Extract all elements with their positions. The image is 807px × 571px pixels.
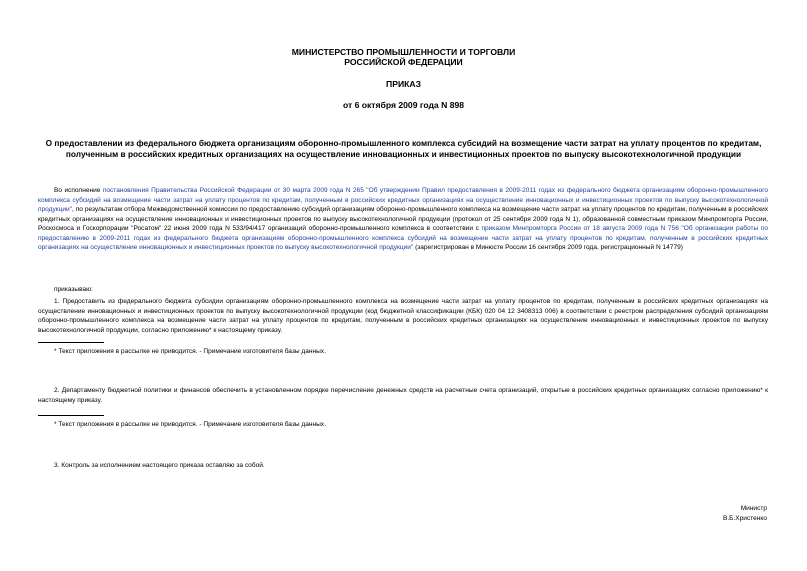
signature-position: Министр (740, 505, 767, 512)
footnote-divider-2 (38, 415, 104, 416)
intro-text-3: (зарегистрирован в Минюсте России 16 сентября 2009 года, регистрационный N 14779) (413, 244, 683, 251)
ministry-line-1: МИНИСТЕРСТВО ПРОМЫШЛЕННОСТИ И ТОРГОВЛИ (291, 47, 516, 57)
footnote-1: * Текст приложения в рассылке не приводится. - Примечание изготовителя базы данных. (54, 348, 326, 355)
intro-text-1: Во исполнение (54, 187, 103, 194)
government-decree-link[interactable]: постановления Правительства Российской Федерации от 30 марта 2009 года N 265 "Об утверждении Правил предоставления в 2009-2011 годах из федерального бюджета организациям оборонно-промышленного комплекса субсидий на возмещение части затрат на уплату процентов по кредитам, полученным в российских кредитных организациях на осуществление инновационных и инвестиционных проектов по выпуску высокотехнологичной продукции" (38, 187, 768, 213)
signature-name: В.Б.Христенко (723, 515, 767, 522)
item-1-paragraph: 1. Предоставить из федерального бюджета субсидии организациям оборонно-промышленного комплекса на возмещение части затрат на уплату процентов по кредитам, полученным в российских кредитных организациях на осуществление инновационных и инвестиционных проектов по выпуску высокотехнологичной продукции (код бюджетной классификации (КБК) 020 04 12 3408313 006) в соответствии с реестром распределения субсидий организациям оборонно-промышленного комплекса на возмещение части затрат на уплату процентов по кредитам, полученным в российских кредитных организациях на осуществление инновационных и инвестиционных проектов по выпуску высокотехнологичной продукции, согласно приложению* к настоящему приказу. (38, 298, 768, 334)
intro-text-2: , по результатам отбора Межведомственной комиссии по предоставлению субсидий организациям оборонно-промышленного комплекса на возмещение части затрат на уплату процентов по кредитам, полученным в российских кредитных организациях на осуществление инновационных и инвестиционных проектов по выпуску высокотехнологичной продукции (протокол от 25 сентября 2009 года N 1), образованной совместным приказом Минпромторга России, Роскосмоса и Госкорпорации "Росатом" 22 июня 2009 года N 533/94/417 организаций оборонно-промышленного комплекса в соответствии с (38, 206, 768, 232)
footnote-2: * Текст приложения в рассылке не приводится. - Примечание изготовителя базы данных. (54, 421, 326, 428)
footnote-divider-1 (38, 342, 104, 343)
ministry-order-link[interactable]: приказом Минпромторга России от 18 августа 2009 года N 756 "Об организации работы по предоставлению в 2009-2011 годах из федерального бюджета организациям оборонно-промышленного комплекса субсидий на возмещение части затрат на уплату процентов по кредитам, полученным в российских кредитных организациях на осуществление инновационных и инвестиционных проектов по выпуску высокотехнологичной продукции" (38, 225, 768, 251)
item-3-paragraph: 3. Контроль за исполнением настоящего приказа оставляю за собой. (54, 462, 265, 469)
document-title: О предоставлении из федерального бюджета организациям оборонно-промышленного комплекса субсидий на возмещение части затрат на уплату процентов по кредитам, полученным в российских кредитных организациях на осуществление инновационных и инвестиционных проектов по выпуску высокотехнологичной продукции (45, 138, 762, 159)
order-heading: ПРИКАЗ (386, 79, 421, 89)
order-phrase: приказываю: (54, 286, 93, 293)
ministry-heading (0, 47, 807, 67)
item-2-paragraph: 2. Департаменту бюджетной политики и финансов обеспечить в установленном порядке перечисление денежных средств на расчетные счета организаций, открытые в российских кредитных организациях согласно приложению* к настоящему приказу. (38, 387, 768, 404)
ministry-line-2: РОССИЙСКОЙ ФЕДЕРАЦИИ (344, 57, 463, 67)
intro-paragraph (38, 186, 768, 253)
order-date: от 6 октября 2009 года N 898 (342, 100, 465, 110)
